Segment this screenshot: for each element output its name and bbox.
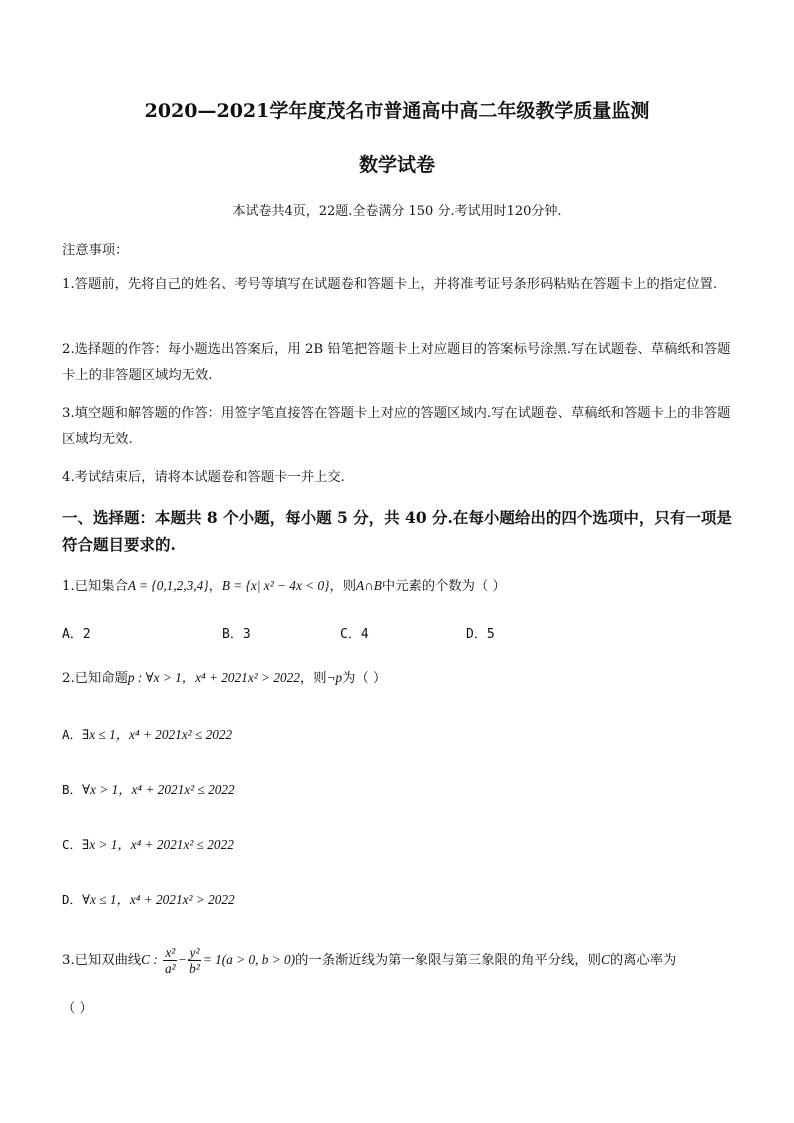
section-heading-multiple-choice: 一、选择题：本题共 8 个小题，每小题 5 分，共 40 分.在每小题给出的四个选项中，只有一项是符合题目要求的.	[62, 508, 732, 554]
q3-frac2-numerator: y²	[189, 945, 200, 960]
q2-option-b-expr: ∀x > 1，x⁴ + 2021x² ≤ 2022	[82, 782, 235, 797]
q3-tail: 的离心率为	[609, 953, 677, 968]
exam-title: 2020—2021学年度茂名市普通高中高二年级教学质量监测	[144, 100, 650, 122]
q3-frac1-denominator: a²	[165, 961, 176, 976]
q1-expr: A∩B	[356, 578, 382, 593]
q2-tail: 为（ ）	[342, 671, 387, 686]
q2-prefix: 2.已知命题	[62, 671, 128, 686]
exam-subtitle: 数学试卷	[358, 154, 435, 176]
question-1	[62, 575, 506, 598]
q1-option-b: B．3	[222, 627, 251, 642]
q2-suffix: ，则	[299, 671, 327, 686]
q3-answer-paren: （ ）	[62, 1001, 93, 1016]
q3-frac2-denominator: b²	[189, 961, 200, 976]
notice-item-2: 2.选择题的作答：每小题选出答案后，用 2B 铅笔把答题卡上对应题目的答案标号涂黑.写在试题卷、草稿纸和答题卡上的非答题区域均无效.	[62, 342, 731, 383]
q2-option-d-label: D．	[62, 892, 83, 907]
q3-middle: 的一条渐近线为第一象限与第三象限的角平分线，则	[295, 953, 601, 968]
q2-proposition: p : ∀x > 1，x⁴ + 2021x² > 2022	[127, 670, 300, 685]
question-2	[62, 667, 386, 690]
q2-option-b-label: B．	[62, 782, 83, 797]
q2-option-d	[62, 889, 235, 908]
q2-negation: ¬p	[326, 670, 343, 685]
q2-option-b	[62, 779, 235, 798]
q1-option-a: A．2	[62, 627, 91, 642]
q3-frac1-numerator: x²	[165, 945, 176, 960]
q1-suffix: ，则	[329, 579, 357, 594]
question-3	[62, 945, 676, 976]
q3-curve-name: C :	[141, 952, 158, 967]
notice-item-3: 3.填空题和解答题的作答：用签字笔直接答在答题卡上对应的答题区域内.写在试题卷、草稿纸和答题卡上的非答题区域均无效.	[62, 406, 731, 447]
q3-fraction-x	[163, 945, 178, 976]
q2-option-a	[62, 724, 232, 743]
q2-option-c-label: C．	[62, 837, 83, 852]
q1-prefix: 1.已知集合	[62, 579, 128, 594]
q3-fraction-y	[187, 945, 202, 976]
q2-option-c	[62, 834, 234, 853]
q2-option-c-expr: ∃x > 1，x⁴ + 2021x² ≤ 2022	[82, 837, 234, 852]
q1-sep: ，	[208, 579, 222, 594]
q3-minus: −	[178, 952, 187, 967]
q3-prefix: 3.已知双曲线	[62, 953, 142, 968]
q2-option-d-expr: ∀x ≤ 1，x⁴ + 2021x² > 2022	[82, 892, 235, 907]
q3-c: C	[600, 952, 610, 967]
q2-option-a-label: A．	[62, 727, 83, 742]
exam-intro: 本试卷共4页，22题.全卷满分 150 分.考试用时120分钟.	[232, 204, 562, 219]
q1-tail: 中元素的个数为（ ）	[381, 579, 506, 594]
q1-option-d: D．5	[466, 627, 495, 642]
q2-option-a-expr: ∃x ≤ 1，x⁴ + 2021x² ≤ 2022	[82, 727, 233, 742]
notice-heading: 注意事项：	[62, 243, 129, 258]
notice-item-1: 1.答题前，先将自己的姓名、考号等填写在试题卷和答题卡上，并将准考证号条形码粘贴在答题卡上的指定位置.	[62, 277, 718, 292]
q1-set-b: B = {x| x² − 4x < 0}	[221, 578, 330, 593]
q1-option-c: C．4	[340, 627, 369, 642]
q3-rhs: = 1(a > 0, b > 0)	[202, 952, 296, 967]
notice-item-4: 4.考试结束后，请将本试题卷和答题卡一并上交.	[62, 470, 345, 485]
q1-set-a: A = {0,1,2,3,4}	[127, 578, 209, 593]
